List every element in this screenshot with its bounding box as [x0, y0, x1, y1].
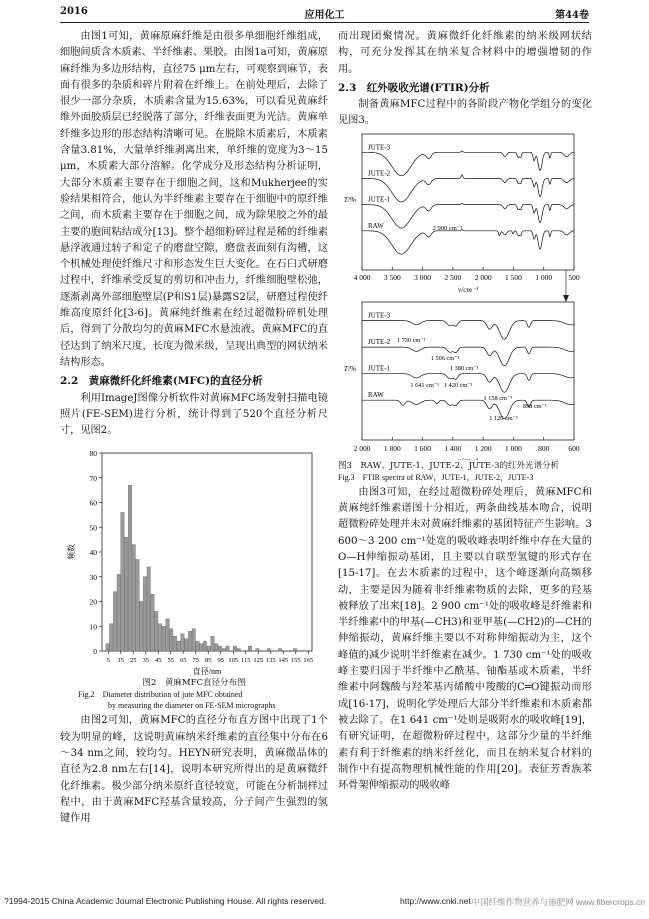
x-tick-label: 135 — [265, 657, 276, 665]
x-tick-label: 155 — [290, 657, 301, 665]
series-label: RAW — [368, 390, 384, 399]
histogram-bar — [237, 649, 240, 651]
header-journal: 应用化工 — [304, 10, 345, 21]
spectrum-line-jute-3 — [362, 320, 574, 339]
histogram-bar — [173, 637, 176, 652]
ftir-chart — [338, 130, 592, 460]
x-tick-label: 65 — [180, 657, 187, 665]
histogram-bar — [143, 577, 146, 651]
histogram-bar — [117, 575, 120, 652]
annotation-label: 2 900 cm⁻¹ — [432, 224, 463, 232]
y-axis-label: 频数 — [67, 544, 76, 561]
annotation-label: 1 120 cm⁻¹ — [489, 414, 518, 422]
x-tick-label: 4 000 — [353, 272, 371, 282]
annotation-label: 1 641 cm⁻¹ — [410, 381, 440, 389]
histogram-bar — [200, 644, 203, 651]
histogram-bar — [293, 649, 296, 651]
x-tick-label: 1 500 — [504, 272, 522, 282]
series-label: JUTE-3 — [368, 143, 391, 152]
x-tick-label: 125 — [253, 657, 264, 665]
y-tick-label: 50 — [89, 523, 97, 533]
left-column — [60, 29, 328, 828]
histogram-bar — [218, 646, 221, 651]
annotation-label: 1 420 cm⁻¹ — [443, 381, 473, 389]
x-tick-label: 1 400 — [444, 443, 462, 453]
histogram-bar — [125, 538, 128, 652]
spectrum-line-jute-3 — [362, 151, 574, 176]
histogram-bar — [162, 627, 165, 652]
x-tick-label: 85 — [205, 657, 212, 665]
series-label: JUTE-1 — [368, 364, 391, 373]
annotation-label: 1 158 cm⁻¹ — [483, 394, 513, 402]
histogram-bar — [132, 545, 135, 651]
histogram-bar — [121, 513, 124, 652]
spectrum-line-jute-1 — [362, 203, 574, 228]
ftir-top-y-label: T/% — [343, 194, 357, 204]
x-tick-label: 45 — [155, 657, 162, 665]
figure-2 — [60, 441, 328, 677]
left-paragraph-2: 利用ImageJ图像分析软件对黄麻MFC场发射扫描电镜照片(FE-SEM)进行分析，统计得到了520个直径分析尺寸，见图2。 — [60, 392, 328, 437]
x-tick-label: 75 — [192, 657, 199, 665]
figure-2-caption-en-1: Fig.2 Diameter distribution of jute MFC obtained — [78, 690, 243, 700]
x-tick-label: 1 600 — [414, 443, 432, 453]
header-volume: 第44卷 — [555, 10, 589, 21]
histogram-bar — [185, 639, 188, 651]
footer-watermark: 中国纤维作物营养与施肥网 www.fibercrops.cn — [471, 897, 645, 907]
histogram-bar — [192, 629, 195, 651]
header-year: 2016 — [60, 6, 88, 17]
histogram-bar — [222, 649, 225, 651]
histogram-bar — [110, 624, 113, 651]
y-tick-label: 10 — [89, 622, 97, 632]
histogram-bar — [233, 646, 236, 651]
left-paragraph-3: 由图2可知，黄麻MFC的直径分布直方图中出现了1个较为明显的峰，这说明黄麻纳米纤维素的直径集中分布在6～34 nm之间，较均匀。HEYN研究表明，黄麻微晶体的直径为2.8 nm左右[14]，说明本研究所得出的是黄麻微纤化纤维素。极少部分纳米原纤直径较宽，可能在分析制样过程中，由于黄麻MFC羟基含量较高，分子间产生强烈的氢键作用 — [60, 715, 328, 825]
histogram-bar — [203, 642, 206, 652]
x-tick-label: 15 — [117, 657, 124, 665]
y-tick-label: 30 — [89, 573, 97, 583]
histogram-bar — [106, 644, 109, 651]
x-tick-label: 1 000 — [535, 272, 553, 282]
histogram-bar — [140, 602, 143, 652]
x-tick-label: 145 — [278, 657, 289, 665]
ftir-bottom-y-label: T/% — [343, 363, 357, 373]
histogram-chart — [60, 441, 328, 677]
x-axis-label: 直径/nm — [192, 667, 222, 677]
x-tick-label: 2 000 — [353, 443, 371, 453]
x-tick-label: 2 000 — [474, 272, 492, 282]
x-tick-label: 55 — [167, 657, 174, 665]
histogram-bar — [256, 649, 259, 651]
y-tick-label: 80 — [89, 449, 97, 459]
header-rule — [60, 22, 589, 23]
spectrum-line-jute-2 — [362, 175, 574, 202]
footer-copyright: ?1994-2015 China Academic Journal Electronic Publishing House. All rights reserved. — [4, 896, 327, 906]
series-label: JUTE-3 — [368, 311, 391, 320]
histogram-bar — [128, 486, 131, 652]
histogram-bar — [278, 649, 281, 651]
histogram-bar — [177, 642, 180, 652]
x-tick-label: 3 500 — [383, 272, 401, 282]
footer-url: http://www.cnki.net — [400, 896, 471, 906]
right-paragraph-1: 而出现团聚情况。黄麻微纤化纤维素的纳米级网状结构，可充分发挥其在纳米复合材料中的增强增韧的作用。 — [338, 31, 592, 75]
histogram-bar — [226, 646, 229, 651]
y-tick-label: 60 — [89, 498, 97, 508]
x-tick-label: 5 — [106, 657, 110, 665]
spectrum-line-raw — [362, 229, 574, 254]
figure-3-caption-cn: 图3 RAW、JUTE-1、JUTE-2、JUTE-3的红外光谱分析 — [338, 460, 559, 471]
x-tick-label: 95 — [217, 657, 224, 665]
x-tick-label: 35 — [142, 657, 149, 665]
y-tick-label: 40 — [89, 548, 97, 558]
histogram-bar — [188, 632, 191, 652]
x-tick-label: 500 — [568, 272, 580, 282]
histogram-bar — [248, 646, 251, 651]
x-tick-label: 3 000 — [414, 272, 432, 282]
right-paragraph-3: 由图3可知，在经过超微粉碎处理后，黄麻MFC和黄麻纯纤维素谱图十分相近，两条曲线基本吻合，说明超微粉碎处理并未对黄麻纤维素的基团特征产生影响。3 600～3 200 cm⁻¹处宽的吸收峰表明纤维中存在大量的O—H伸缩振动基团，且主要以自联型氢键的形式存在[15-17]。在去木质素的过程中，这个峰逐渐向高频移动，主要是因为随着非纤维素物质的去除，更多的羟基被释放了出来[18]。2 900 cm⁻¹处的吸收峰是纤维素和半纤维素中的甲基(—CH3)和亚甲基(—CH2)的—CH的伸缩振动，黄麻纤维主要以不对称伸缩振动为主，这个峰值的减少说明半纤维素在减少。1 730 cm⁻¹处的吸收峰主要归因于半纤维中乙酰基、铀酯基或木质素，半纤维素中阿魏酸与羟苯基丙烯酸中羧酸的C═O键振动而形成[16-17]，说明化学处理后大部分半纤维素和木质素都被去除了。在1 641 cm⁻¹处则是吸附水的吸收峰[19]，有研究证明，在超微粉碎过程中，这部分少量的半纤维素有利于纤维素的纳米纤丝化，而且在纳米复合材料的制作中有提高物理机械性能的作用[20]。表征芳香族苯环骨架伸缩振动的吸收峰 — [338, 486, 592, 792]
series-label: RAW — [368, 221, 384, 230]
x-tick-label: 165 — [303, 657, 314, 665]
zoom-arrow — [563, 295, 569, 302]
x-tick-label: 1 800 — [383, 443, 401, 453]
series-label: JUTE-2 — [368, 337, 391, 346]
histogram-bar — [136, 560, 139, 652]
histogram-bar — [267, 649, 270, 651]
x-tick-label: 1 000 — [504, 443, 522, 453]
x-tick-label: 600 — [568, 443, 580, 453]
histogram-bar — [181, 634, 184, 651]
histogram-bar — [166, 619, 169, 651]
figure-2-caption-en-2: by measuring the diameter on FE-SEM micrographs — [108, 701, 276, 711]
annotation-label: 1 730 cm⁻¹ — [396, 336, 426, 344]
y-tick-label: 70 — [89, 474, 97, 484]
figure-2-caption-cn: 图2 黄麻MFC直径分布图 — [142, 678, 246, 689]
y-tick-label: 20 — [89, 597, 97, 607]
ftir-top-frame — [362, 134, 574, 270]
y-tick-label: 0 — [93, 647, 97, 657]
annotation-label: 898 cm⁻¹ — [522, 402, 547, 410]
histogram-bar — [207, 646, 210, 651]
left-paragraph-1: 由图1可知，黄麻原麻纤维是由很多单细胞纤维组成，细胞间质含木质素、半纤维素、果胶。由图1a可知，黄麻原麻纤维为多边形结构，直径75 μm左右，可观察到麻节，表面有很多的杂质和碎片附着在纤维上。在前处理后，去除了很少一部分杂质，木质素含量为15.63%，可以看见黄麻纤维外面胶质层已经脱落了部分，纤维表面更为光洁。黄麻单纤维多边形的形态结构清晰可见。在脱除木质素后，木质素含量3.81%，大量单纤维剥离出来，单纤维的宽度为3～15 μm，木质素大部分溶解。化学成分及形态结构分析证明，大部分木质素主要存在于细胞之间，这和Mukherjee的实验结果相符合，他认为半纤维素主要存在于细胞中的原纤维之间，而木质素主要存在于细胞之间，成为除果胶之外的最主要的胞间粘结成分[13]。整个超细粉碎过程是稀的纤维素悬浮液通过转子和定子的磨盘空隙，磨盘表面刻有沟槽，这个机械处理使纤维尺寸和形态发生巨大变化。在石臼式研磨过程中，纤维承受反复的剪切和冲击力，纤维细胞壁松弛，逐渐剥离外部细胞壁层(P和S1层)暴露S2层，研磨过程使纤维高度原纤化[3-6]。黄麻纯纤维素在经过超微粉碎机处理后，得到了分散均匀的黄麻MFC水悬浊液。黄麻MFC的直径达到了纳米尺度，长度为微米级，呈现出典型的网状纳米结构形态。 — [60, 31, 328, 368]
series-label: JUTE-1 — [368, 195, 391, 204]
series-label: JUTE-2 — [368, 169, 391, 178]
x-tick-label: 1 200 — [474, 443, 492, 453]
ftir-top-x-label: ν/cm⁻¹ — [457, 284, 479, 294]
annotation-label: 1 506 cm⁻¹ — [430, 354, 460, 362]
x-tick-label: 25 — [130, 657, 137, 665]
section-2-3-heading: 2.3 红外吸收光谱(FTIR)分析 — [338, 81, 490, 94]
x-tick-label: 105 — [228, 657, 239, 665]
figure-3 — [338, 130, 592, 460]
histogram-bar — [151, 594, 154, 651]
histogram-bar — [155, 612, 158, 652]
figure-3-caption-en: Fig.3 FTIR spectra of RAW，JUTE-1，JUTE-2，JUTE-3 — [338, 472, 534, 482]
x-tick-label: 2 500 — [444, 272, 462, 282]
histogram-bar — [158, 624, 161, 651]
right-column — [338, 29, 592, 794]
right-paragraph-2: 制备黄麻MFC过程中的各阶段产物化学组分的变化见图3。 — [338, 99, 592, 127]
histogram-bar — [147, 567, 150, 651]
histogram-bar — [211, 637, 214, 652]
histogram-bar — [196, 642, 199, 652]
annotation-label: 1 380 cm⁻¹ — [449, 364, 479, 372]
histogram-bar — [215, 644, 218, 651]
histogram-bar — [113, 592, 116, 651]
histogram-bar — [170, 629, 173, 651]
x-tick-label: 800 — [538, 443, 550, 453]
spectrum-line-jute-2 — [362, 347, 574, 366]
section-2-2-heading: 2.2 黄麻微纤化纤维素(MFC)的直径分析 — [60, 375, 263, 388]
x-tick-label: 115 — [240, 657, 251, 665]
